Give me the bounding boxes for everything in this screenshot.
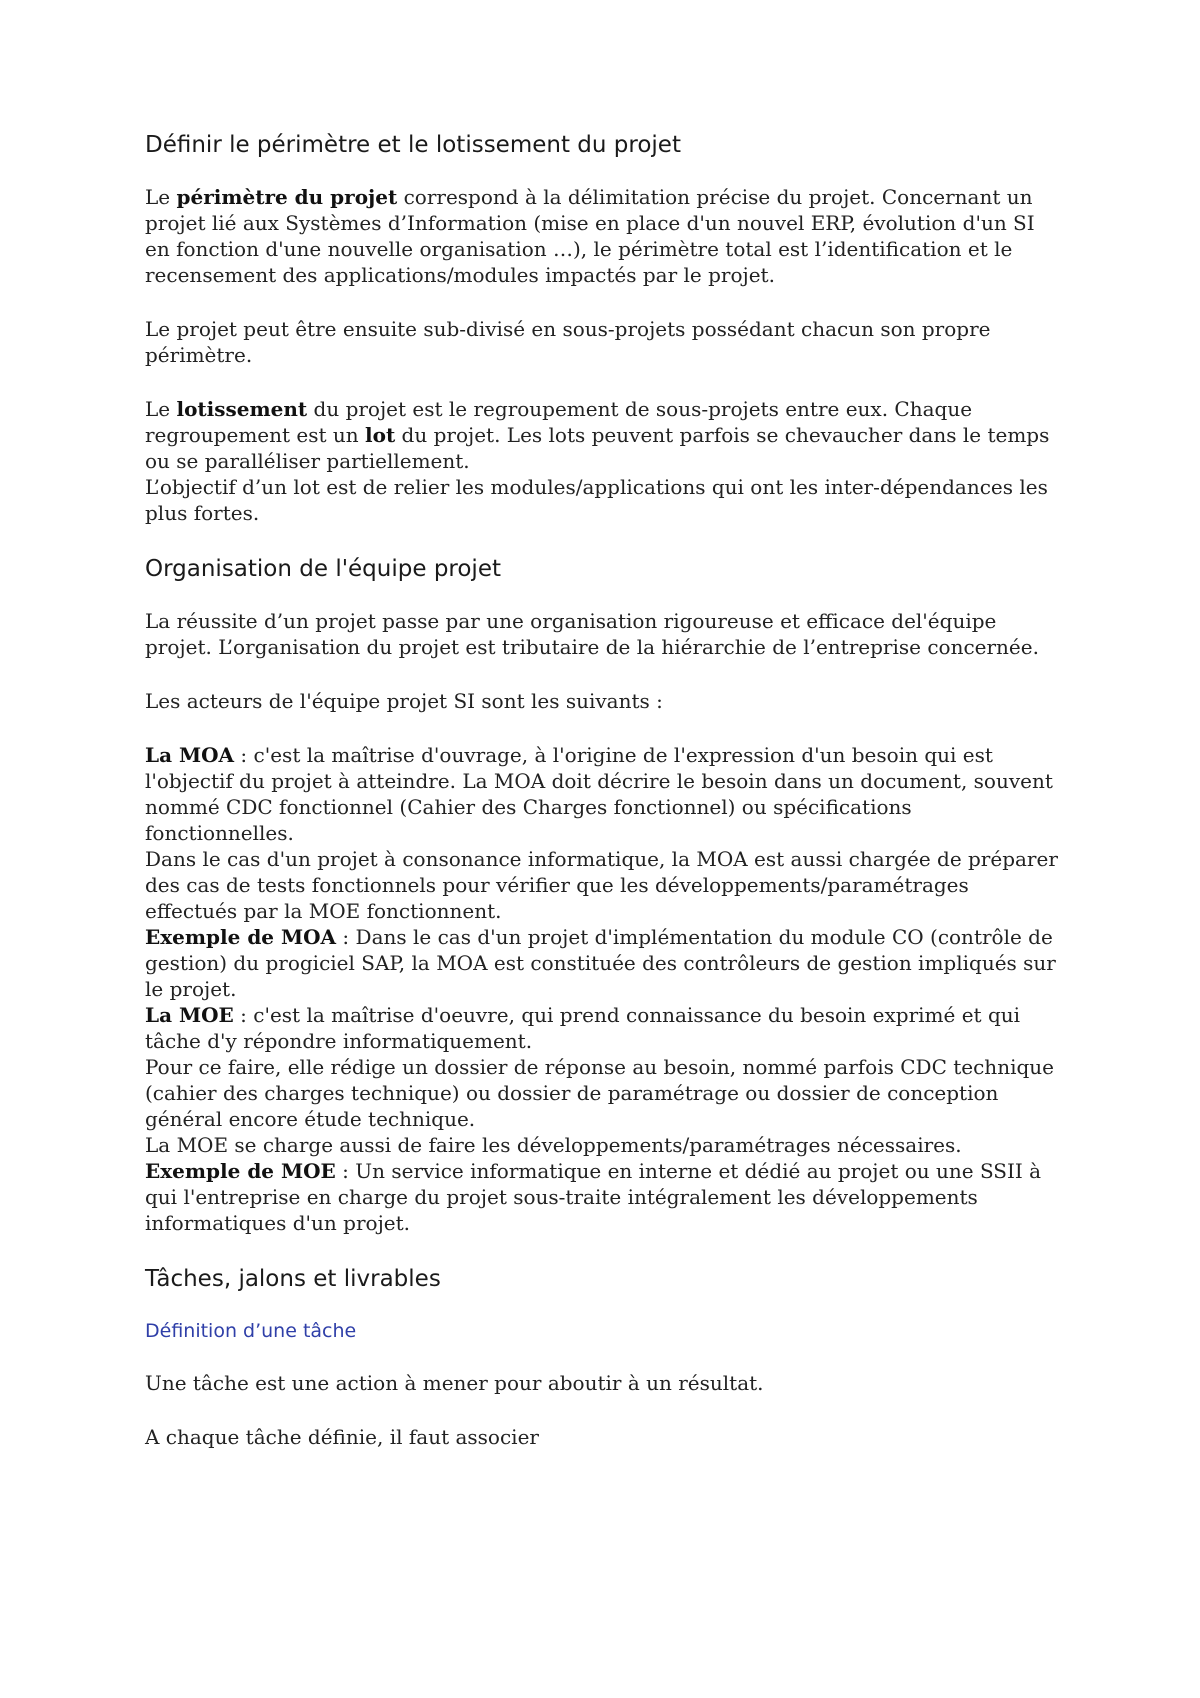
paragraph-reussite: La réussite d’un projet passe par une organisation rigoureuse et efficace del'équipe projet. L’organisation du projet est tributaire de la hiérarchie de l’entreprise concernée. [145,609,1039,659]
paragraph-objectif-lot: L’objectif d’un lot est de relier les modules/applications qui ont les inter-dépendances les plus fortes. [145,475,1048,525]
text-span: Le [145,397,177,421]
bold-term-perimetre: périmètre du projet [176,185,398,209]
bold-label-exemple-moa: Exemple de MOA [145,925,337,949]
text-span: Le [145,185,177,209]
text-span: : Un service informatique en interne et dédié au projet ou une SSII à qui l'entreprise en charge du projet sous-traite intégralement les développements informatiques d'un projet. [145,1159,1042,1235]
paragraph-sous-projets: Le projet peut être ensuite sub-divisé en sous-projets possédant chacun son propre périmètre. [145,317,991,367]
paragraph-moa-tests: Dans le cas d'un projet à consonance informatique, la MOA est aussi chargée de préparer des cas de tests fonctionnels pour vérifier que les développements/paramétrages effectués par la MOE fonctionnent. [145,847,1058,923]
bold-label-moa: La MOA [145,743,235,767]
paragraph-lotissement [145,396,1065,474]
text-span: : Dans le cas d'un projet d'implémentation du module CO (contrôle de gestion) du progiciel SAP, la MOA est constituée des contrôleurs de gestion impliqués sur le projet. [145,925,1056,1001]
section-title-organisation: Organisation de l'équipe projet [145,556,501,582]
paragraph-moa [145,742,1065,846]
paragraph-tache-associer: A chaque tâche définie, il faut associer [145,1425,539,1449]
bold-term-lotissement: lotissement [176,397,308,421]
paragraph-acteurs: Les acteurs de l'équipe projet SI sont les suivants : [145,689,663,713]
paragraph-exemple-moe [145,1158,1065,1236]
bold-term-lot: lot [365,423,396,447]
text-span: : c'est la maîtrise d'ouvrage, à l'origine de l'expression d'un besoin qui est l'objectif du projet à atteindre. La MOA doit décrire le besoin dans un document, souvent nommé CDC fonctionnel (Cahier des Charges fonctionnel) ou spécifications fonctionnelles. [145,743,1053,845]
section-title-taches: Tâches, jalons et livrables [145,1266,441,1292]
paragraph-tache-definition: Une tâche est une action à mener pour aboutir à un résultat. [145,1371,764,1395]
paragraph-perimetre [145,184,1065,288]
text-span: du projet. Les lots peuvent parfois se chevaucher dans le temps ou se paralléliser partiellement. [145,423,1050,473]
paragraph-exemple-moa [145,924,1065,1002]
paragraph-moe-developpements: La MOE se charge aussi de faire les développements/paramétrages nécessaires. [145,1133,962,1157]
section-title-perimetre: Définir le périmètre et le lotissement du projet [145,132,681,158]
document-page [145,130,1065,1478]
subsection-title-definition-tache: Définition d’une tâche [145,1320,357,1342]
text-span: correspond à la délimitation précise du projet. Concernant un projet lié aux Systèmes d’Information (mise en place d'un nouvel ERP, évolution d'un SI en fonction d'une nouvelle organisation …), le périmètre total est l’identification et le recensement des applications/modules impactés par le projet. [145,185,1035,287]
bold-label-exemple-moe: Exemple de MOE [145,1159,336,1183]
text-span: : c'est la maîtrise d'oeuvre, qui prend connaissance du besoin exprimé et qui tâche d'y répondre informatiquement. [145,1003,1021,1053]
text-span: du projet est le regroupement de sous-projets entre eux. Chaque regroupement est un [145,397,973,447]
bold-label-moe: La MOE [145,1003,234,1027]
paragraph-moe [145,1002,1065,1054]
paragraph-moe-dossier: Pour ce faire, elle rédige un dossier de réponse au besoin, nommé parfois CDC technique (cahier des charges technique) ou dossier de paramétrage ou dossier de conception général encore étude technique. [145,1055,1054,1131]
